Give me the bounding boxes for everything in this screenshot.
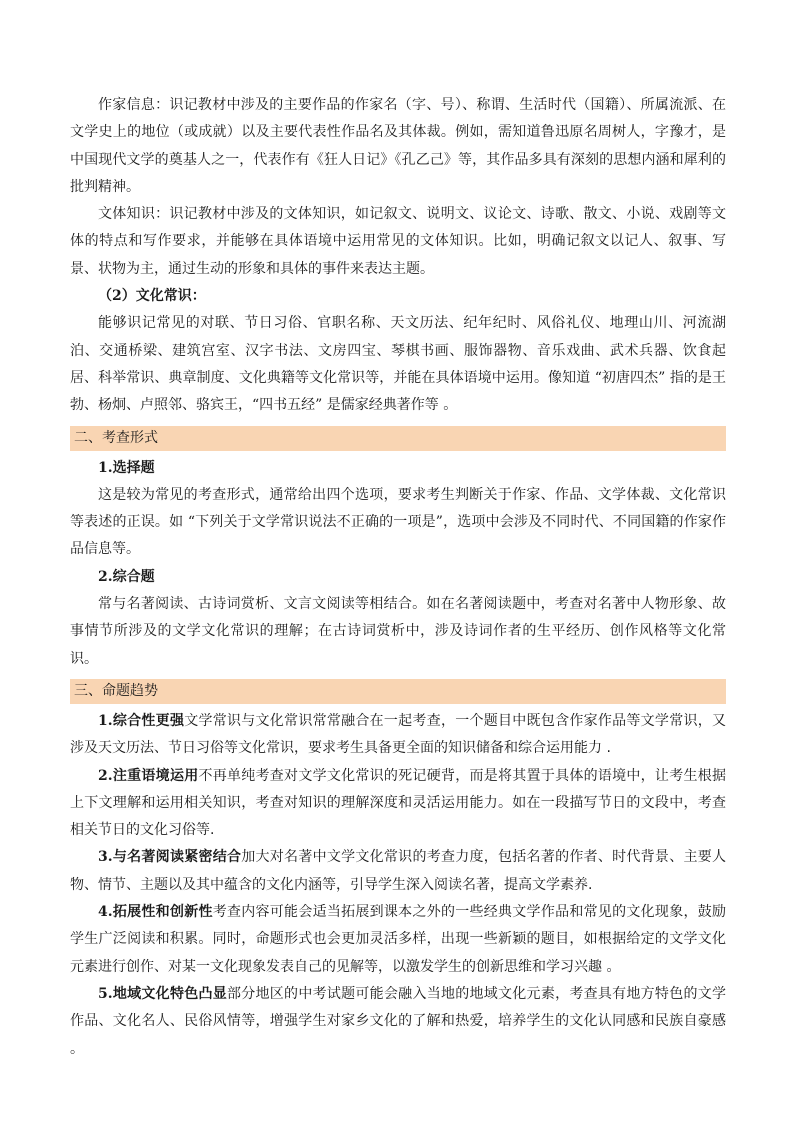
author-info-text: 识记教材中涉及的主要作品的作家名（字、号）、称谓、生活时代（国籍）、所属流派、在文学史上的地位（或成就）以及主要代表性作品名及其体裁。例如，需知道鲁迅原名周树人，字豫才，是中国现代文学的奠基人之一，代表作有《狂人日记》《孔乙己》等，其作品多具有深刻的思想内涵和犀利的批判精神。 — [70, 97, 727, 195]
trend-item-4-text: 考查内容可能会适当拓展到课本之外的一些经典文学作品和常见的文化现象，鼓励学生广泛阅读和积累。同时，命题形式也会更加灵活多样，出现一些新颖的题目，如根据给定的文学文化元素进行创作、对某一文化现象发表自己的见解等，以激发学生的创新思维和学习兴趣 。 — [70, 904, 726, 975]
genre-knowledge-paragraph — [70, 201, 726, 283]
trend-item-1 — [70, 708, 726, 763]
trend-item-3 — [70, 844, 726, 899]
trend-item-2-label: 2.注重语境运用 — [98, 767, 199, 784]
genre-knowledge-label: 文体知识： — [98, 206, 170, 223]
trend-item-2 — [70, 763, 726, 845]
choice-question-paragraph: 这是较为常见的考查形式，通常给出四个选项，要求考生判断关于作家、作品、文学体裁、文化常识等表述的正误。如 “下列关于文学常识说法不正确的一项是”，选项中会涉及不同时代、不同国籍的作家作品信息等。 — [70, 486, 726, 558]
genre-knowledge-text: 识记教材中涉及的文体知识，如记叙文、说明文、议论文、诗歌、散文、小说、戏剧等文体的特点和写作要求，并能够在具体语境中运用常见的文体知识。比如，明确记叙文以记人、叙事、写景、状物为主，通过生动的形象和具体的事件来表达主题。 — [70, 206, 727, 277]
author-info-paragraph — [70, 92, 726, 201]
trend-item-1-label: 1.综合性更强 — [98, 712, 185, 729]
trend-item-5 — [70, 981, 726, 1063]
trend-item-3-text: 加大对名著中文学文化常识的考查力度，包括名著的作者、时代背景、主要人物、情节、主题以及其中蕴含的文化内涵等，引导学生深入阅读名著，提高文学素养. — [70, 849, 726, 893]
comprehensive-question-heading: 2.综合题 — [98, 568, 155, 585]
comprehensive-question-paragraph: 常与名著阅读、古诗词赏析、文言文阅读等相结合。如在名著阅读题中，考查对名著中人物形象、故事情节所涉及的文学文化常识的理解；在古诗词赏析中，涉及诗词作者的生平经历、创作风格等文化常识。 — [70, 596, 726, 667]
trend-item-5-label: 5.地域文化特色凸显 — [98, 985, 227, 1002]
choice-question-heading: 1.选择题 — [98, 459, 155, 476]
culture-paragraph: 能够识记常见的对联、节日习俗、官职名称、天文历法、纪年纪时、风俗礼仪、地理山川、河流湖泊、交通桥梁、建筑宫室、汉字书法、文房四宝、琴棋书画、服饰器物、音乐戏曲、武术兵器、饮食起居、科举常识、典章制度、文化典籍等文化常识等，并能在具体语境中运用。像知道 “初唐四杰” 指的是王勃、杨炯、卢照邻、骆宾王，“四书五经” 是儒家经典著作等 。 — [70, 315, 726, 414]
section-3-title: 三、命题趋势 — [70, 679, 726, 704]
trend-item-2-text: 不再单纯考查对文学文化常识的死记硬背，而是将其置于具体的语境中，让考生根据上下文理解和运用相关知识，考查对知识的理解深度和灵活运用能力。如在一段描写节日的文段中，考查相关节日的文化习俗等. — [70, 767, 726, 839]
section-2-title: 二、考查形式 — [70, 426, 726, 451]
trend-item-5-text: 部分地区的中考试题可能会融入当地的地域文化元素，考查具有地方特色的文学作品、文化名人、民俗风情等，增强学生对家乡文化的了解和热爱，培养学生的文化认同感和民族自豪感 。 — [70, 985, 726, 1057]
trend-item-1-text: 文学常识与文化常识常常融合在一起考查，一个题目中既包含作家作品等文学常识，又涉及天文历法、节日习俗等文化常识，要求考生具备更全面的知识储备和综合运用能力 . — [70, 712, 726, 757]
trend-item-3-label: 3.与名著阅读紧密结合 — [98, 849, 242, 866]
trend-item-4-label: 4.拓展性和创新性 — [98, 904, 213, 921]
culture-heading: （2）文化常识： — [98, 288, 206, 305]
trend-item-4 — [70, 899, 726, 981]
author-info-label: 作家信息： — [98, 97, 170, 113]
